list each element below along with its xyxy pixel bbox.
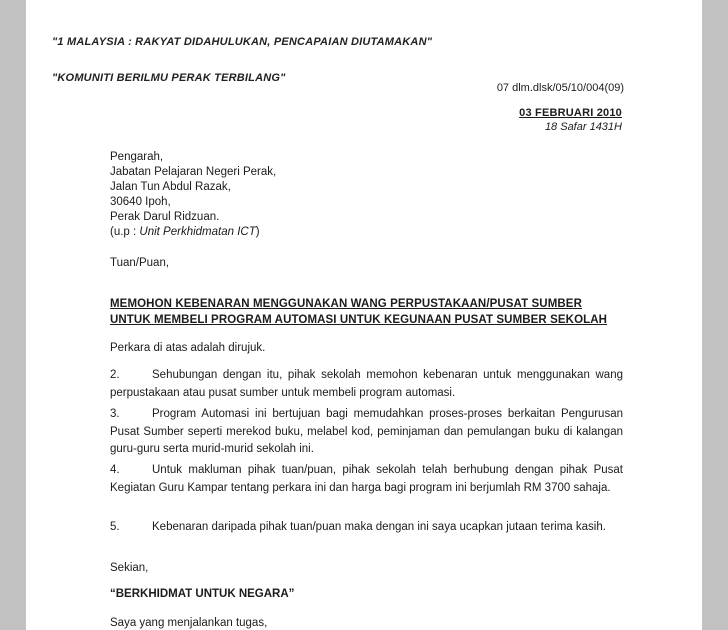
recipient-line: Pengarah, [110,151,164,163]
motto-1malaysia: "1 MALAYSIA : RAKYAT DIDAHULUKAN, PENCAPAIAN DIUTAMAKAN" [52,36,433,48]
subject-heading [110,297,625,328]
slogan-berkhidmat: “BERKHIDMAT UNTUK NEGARA” [110,588,295,600]
recipient-address [110,150,276,240]
motto-komuniti-berilmu: "KOMUNITI BERILMU PERAK TERBILANG" [52,72,286,84]
reference-number: 07 dlm.dlsk/05/10/004(09) [496,82,624,94]
salutation: Tuan/Puan, [110,257,170,269]
signoff-line: Saya yang menjalankan tugas, [110,617,268,629]
subject-line-2: UNTUK MEMBELI PROGRAM AUTOMASI UNTUK KEGUNAAN PUSAT SUMBER SEKOLAH [110,313,608,326]
paragraph-number: 2. [110,369,120,381]
letter-date: 03 FEBRUARI 2010 [519,107,622,119]
recipient-line: Perak Darul Ridzuan. [110,211,220,223]
paragraph-text: Sehubungan dengan itu, pihak sekolah memohon kebenaran untuk menggunakan wang perpustakaan atau pusat sumber untuk membeli program automasi. [110,369,623,399]
attention-unit: Unit Perkhidmatan ICT [139,226,256,238]
date-block [519,106,622,134]
paragraph-number: 4. [110,464,120,476]
recipient-line: Jabatan Pelajaran Negeri Perak, [110,166,277,178]
paragraph-4 [110,462,623,497]
paragraph-number: 5. [110,521,120,533]
subject-line-1: MEMOHON KEBENARAN MENGGUNAKAN WANG PERPUSTAKAAN/PUSAT SUMBER [110,298,582,310]
paragraph-3 [110,406,623,459]
attention-prefix: (u.p : [110,226,140,238]
closing-sekian: Sekian, [110,562,149,574]
recipient-line: 30640 Ipoh, [110,196,171,208]
attention-line [110,225,276,240]
paragraph-5 [110,519,623,537]
paragraph-text: Untuk makluman pihak tuan/puan, pihak sekolah telah berhubung dengan pihak Pusat Kegiatan Guru Kampar tentang perkara ini dan harga bagi program ini berjumlah RM 3700 sahaja. [110,464,623,494]
paragraph-number: 3. [110,408,120,420]
recipient-line: Jalan Tun Abdul Razak, [110,181,231,193]
scan-left-margin [0,0,26,630]
letter-date-hijri: 18 Safar 1431H [544,121,622,133]
attention-suffix: ) [255,226,260,238]
paragraph-2 [110,367,623,402]
paragraph-text: Program Automasi ini bertujuan bagi memudahkan proses-proses berkaitan Pengurusan Pusat Sumber seperti merekod buku, melabel kod, peminjaman dan pemulangan buku di kalangan guru-guru serta murid-murid sekolah ini. [110,408,623,455]
scan-right-margin [702,0,728,630]
paragraph-1: Perkara di atas adalah dirujuk. [110,342,266,354]
paragraph-text: Kebenaran daripada pihak tuan/puan maka dengan ini saya ucapkan jutaan terima kasih. [152,521,606,533]
